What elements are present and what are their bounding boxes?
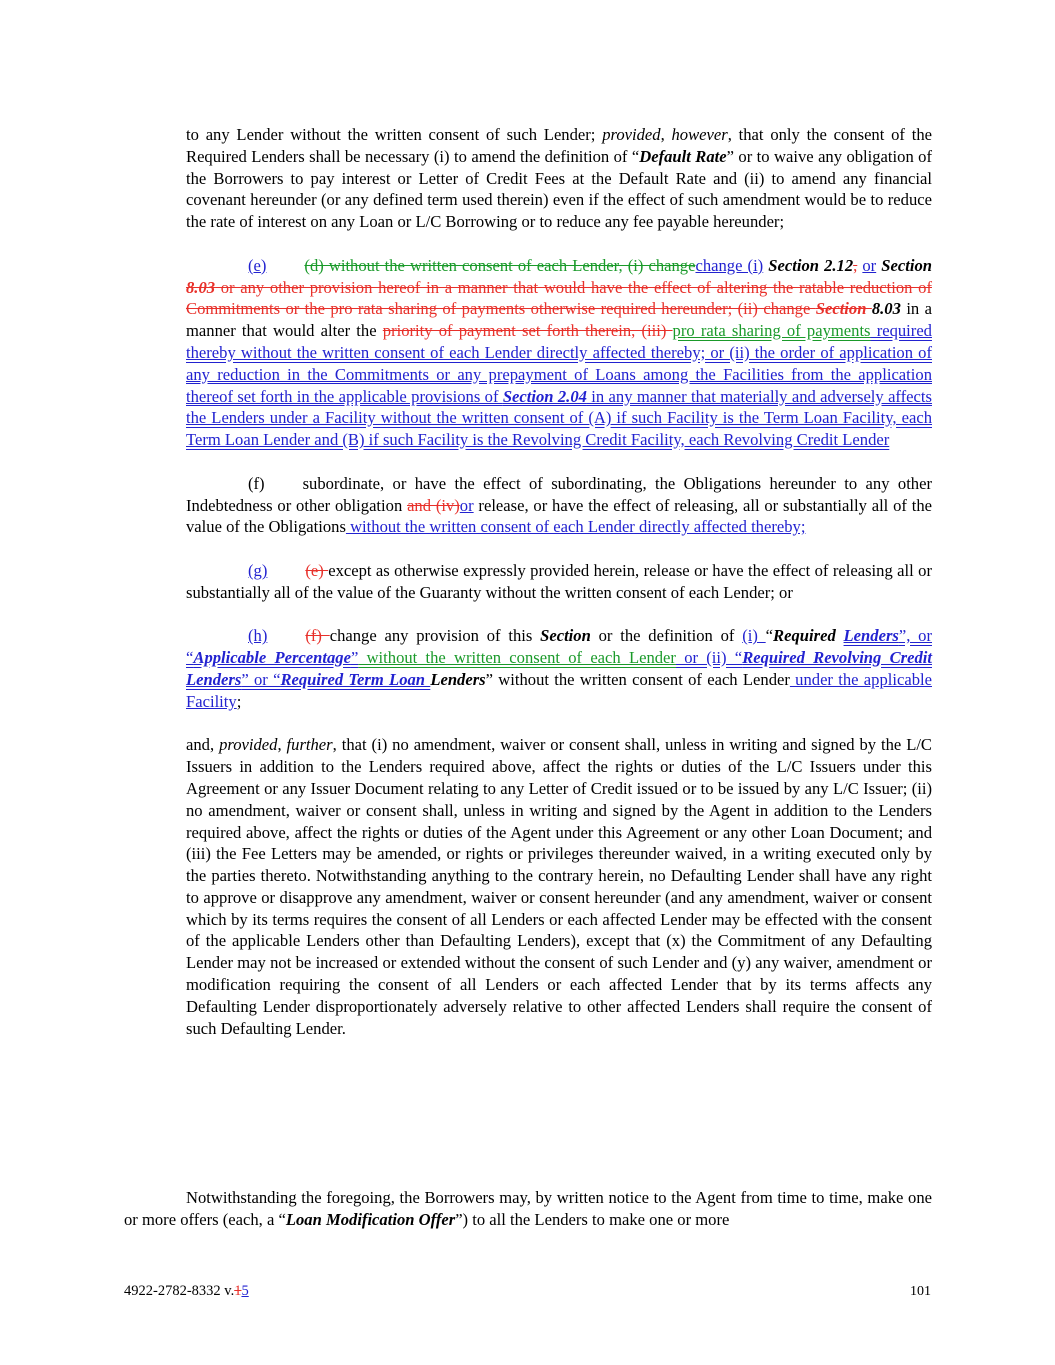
inserted-text: or (ii) “ <box>675 648 743 668</box>
defined-term: Required <box>773 626 836 646</box>
defined-term: Lenders <box>430 669 486 689</box>
deleted-text: priority of payment set forth therein, (iii) <box>382 321 673 341</box>
paragraph-loan-modification <box>124 1187 932 1231</box>
clause-number-inserted: (e) <box>248 255 267 275</box>
deleted-text: (f) <box>305 626 330 646</box>
section-ref: 8.03 <box>871 299 901 319</box>
defined-term: Default Rate <box>639 146 727 166</box>
text-run: Notwithstanding the foregoing, the Borrowers may, by written notice to the Agent from time to time, make one or more offers (each, a “ <box>124 1188 932 1229</box>
deleted-version: 1 <box>234 1283 242 1299</box>
clause-h <box>186 625 932 712</box>
text-run: in a manner that would alter the <box>186 299 933 341</box>
inserted-text: change (i) <box>695 255 764 275</box>
defined-term-inserted: Required Term Loan <box>280 669 431 689</box>
defined-term-inserted: Lenders <box>843 626 899 646</box>
text-run: change any provision of this <box>329 626 541 646</box>
inserted-text: or <box>862 255 877 275</box>
defined-term-inserted: Applicable Percentage <box>193 648 351 668</box>
defined-term: Loan Modification Offer <box>285 1209 456 1229</box>
text-run: release, or have the effect of releasing, all or substantially all of the value of the Obligations <box>186 495 932 537</box>
text-run: , <box>660 125 672 144</box>
section-ref: Section 2.12 <box>768 255 854 275</box>
clause-f <box>186 473 932 538</box>
inserted-text: without the written consent of each Lender directly affected thereby; <box>345 517 806 537</box>
text-run: provided <box>602 125 661 144</box>
clause-number-inserted: (h) <box>248 626 268 646</box>
paragraph-continuation <box>186 124 932 233</box>
doc-id-text: 4922-2782-8332 v. <box>124 1283 235 1299</box>
text-run: ” without the written consent of each Lender <box>485 669 790 689</box>
text-run: further <box>286 735 333 755</box>
text-run: “ <box>765 626 774 646</box>
clause-g <box>186 560 932 604</box>
text-run: ; <box>236 691 242 711</box>
deleted-text: , <box>853 255 858 275</box>
text-run: ”) to all the Lenders to make one or more <box>455 1209 730 1229</box>
inserted-text: ” <box>350 648 359 668</box>
section-ref: Section <box>881 255 932 275</box>
inserted-text: required thereby without the written consent of each Lender directly affected thereby; or (ii) the order of application of any reduction in the Commitments or any prepayment of Loans among the Facilities from the application thereof set forth in the applicable provisions of <box>186 321 932 406</box>
inserted-text: in any manner that materially and adversely affects the Lenders under a Facility without the written consent of (A) if such Facility is the Term Loan Facility, each Term Loan Lender and (B) if such Facility is the Revolving Credit Facility, each Revolving Credit Lender <box>186 386 932 450</box>
document-body <box>186 124 932 1061</box>
inserted-version: 5 <box>241 1283 249 1299</box>
deleted-text: (e) <box>305 560 329 580</box>
text-run: or the definition of <box>590 626 743 646</box>
text-run: and, <box>186 735 220 755</box>
page-number: 101 <box>910 1284 931 1299</box>
deleted-text: 8.03 <box>186 277 216 297</box>
paragraph-proviso <box>186 734 932 1039</box>
inserted-text: or <box>459 495 474 515</box>
deleted-text: and (iv) <box>407 495 460 515</box>
deleted-text: Section <box>815 299 872 319</box>
section-ref-inserted: Section 2.04 <box>502 386 587 406</box>
clause-number-inserted: (g) <box>248 560 268 580</box>
text-run: to any Lender without the written consent of such Lender; <box>186 125 603 144</box>
inserted-text: ” or “ <box>241 669 281 689</box>
footer-doc-id <box>124 1283 249 1300</box>
inserted-text: ”, or “ <box>186 626 932 668</box>
clause-e <box>186 255 932 451</box>
inserted-text: (i) <box>742 626 766 646</box>
inserted-text: under the applicable Facility <box>186 669 932 711</box>
moved-text: pro rata sharing of payments <box>672 321 871 341</box>
text-run: however <box>671 125 728 144</box>
defined-term-inserted: Required Revolving Credit Lenders <box>186 648 932 689</box>
text-run: , that (i) no amendment, waiver or consent shall, unless in writing and signed by the L/C Issuers in addition to the Lenders required above, affect the rights or duties of the L/C Issuers under this Agreement or any Issuer Document relating to any Letter of Credit issued or to be issued by any L/C Issuer; (ii) no amendment, waiver or consent shall, unless in writing and signed by the Agent in addition to the Lenders required above, affect the rights or duties of the Agent under this Agreement or any other Loan Document; and (iii) the Fee Letters may be amended, or rights or privileges thereunder waived, in a writing executed only by the parties thereto. Notwithstanding anything to the contrary herein, no Defaulting Lender shall have any right to approve or disapprove any amendment, waiver or consent hereunder (and any amendment, waiver or consent which by its terms requires the consent of all Lenders or each affected Lender may be effected with the consent of the applicable Lenders other than Defaulting Lenders), except that (x) the Commitment of any Defaulting Lender may not be increased or extended without the consent of such Lender and (y) any waiver, amendment or modification requiring the consent of all Lenders or each affected Lender that by its terms affects any Defaulting Lender disproportionately adversely relative to other affected Lenders shall require the consent of such Defaulting Lender. <box>186 735 933 1038</box>
text-run: except as otherwise expressly provided herein, release or have the effect of releasing all or substantially all of the value of the Guaranty without the written consent of each Lender; or <box>186 560 932 602</box>
moved-text: without the written consent of each Lender <box>358 648 676 668</box>
text-run: subordinate, or have the effect of subordinating, the Obligations hereunder to any other Indebtedness or other obligation <box>186 473 932 515</box>
text-run: , that only the consent of the Required Lenders shall be necessary (i) to amend the definition of “ <box>186 125 933 166</box>
section-ref: Section <box>540 626 591 646</box>
deleted-text: or any other provision hereof in a manner that would have the effect of altering the ratable reduction of Commitments or the pro rata sharing of payments otherwise required hereunder; (ii) change <box>186 277 932 319</box>
deleted-text: (d) without the written consent of each Lender, (i) change <box>304 255 696 275</box>
text-run: ” or to waive any obligation of the Borrowers to pay interest or Letter of Credit Fees at the Default Rate and (ii) to amend any financial covenant hereunder (or any defined term used therein) even if the effect of such amendment would be to reduce the rate of interest on any Loan or L/C Borrowing or to reduce any fee payable hereunder; <box>186 146 932 232</box>
text-run: provided <box>219 735 278 755</box>
text-run: , <box>277 735 287 755</box>
clause-number: (f) <box>248 473 265 493</box>
